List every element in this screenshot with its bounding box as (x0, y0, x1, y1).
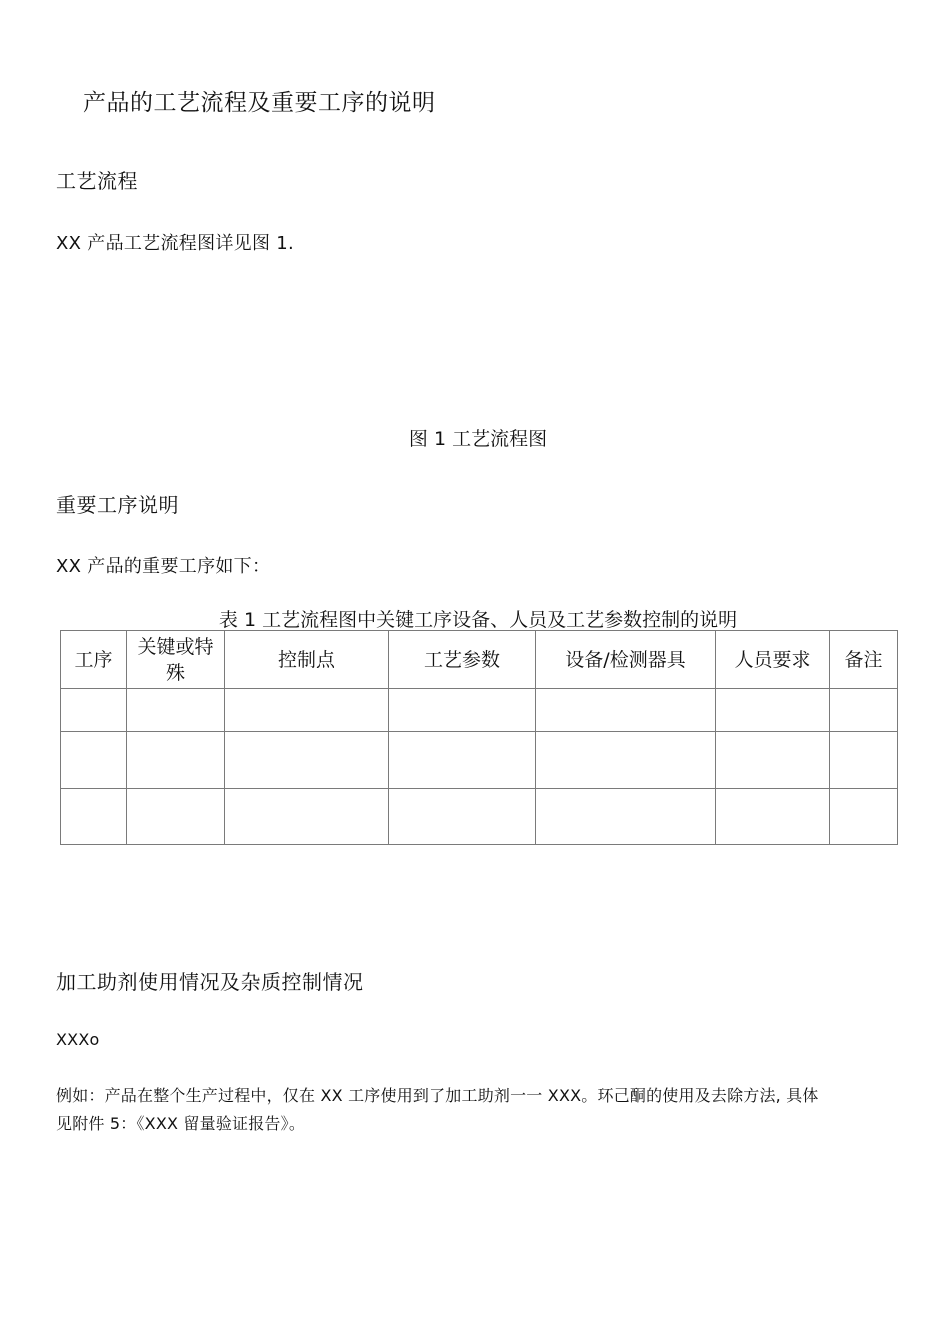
example-line-2: 见附件 5：《XXX 留量验证报告》。 (56, 1114, 306, 1133)
figure-caption: 图 1 工艺流程图 (408, 428, 548, 450)
table-header-row (61, 631, 898, 689)
key-steps-text: XX 产品的重要工序如下： (56, 556, 271, 577)
table-cell (61, 789, 127, 845)
table-row (61, 732, 898, 789)
table-cell (225, 732, 389, 789)
table-cell (716, 689, 830, 732)
table-cell (225, 789, 389, 845)
document-title: 产品的工艺流程及重要工序的说明 (83, 90, 436, 116)
table-header-cell: 工序 (61, 631, 127, 689)
table-cell (127, 689, 225, 732)
table-cell (536, 789, 716, 845)
table-header-cell: 人员要求 (716, 631, 830, 689)
section-heading-process-flow: 工艺流程 (56, 169, 138, 193)
table-cell (830, 732, 898, 789)
table-row (61, 789, 898, 845)
table-header-cell (127, 631, 225, 689)
table-header-cell: 控制点 (225, 631, 389, 689)
process-flow-text: XX 产品工艺流程图详见图 1. (56, 233, 295, 254)
table-cell (389, 732, 536, 789)
table-cell (830, 789, 898, 845)
section-heading-processing-aids: 加工助剂使用情况及杂质控制情况 (56, 970, 364, 994)
table-header-cell: 设备/检测器具 (536, 631, 716, 689)
table-caption: 表 1 工艺流程图中关键工序设备、人员及工艺参数控制的说明 (218, 609, 738, 631)
section-heading-key-steps: 重要工序说明 (56, 493, 179, 517)
table-header-cell: 备注 (830, 631, 898, 689)
table-cell (536, 732, 716, 789)
table-cell (61, 689, 127, 732)
example-line-1: 例如：产品在整个生产过程中，仅在 XX 工序使用到了加工助剂一一 XXX。环己酮的使用及去除方法, 具体 (56, 1086, 819, 1105)
header-key-special: 关键或特殊 (137, 635, 214, 684)
table-cell (716, 789, 830, 845)
table-cell (61, 732, 127, 789)
table-cell (716, 732, 830, 789)
table-row (61, 689, 898, 732)
process-table (60, 630, 898, 845)
table-cell (225, 689, 389, 732)
processing-aids-text: XXXo (56, 1030, 100, 1049)
table-cell (536, 689, 716, 732)
table-header-cell: 工艺参数 (389, 631, 536, 689)
table-cell (127, 732, 225, 789)
table-cell (389, 789, 536, 845)
table-cell (389, 689, 536, 732)
table-cell (127, 789, 225, 845)
table-cell (830, 689, 898, 732)
